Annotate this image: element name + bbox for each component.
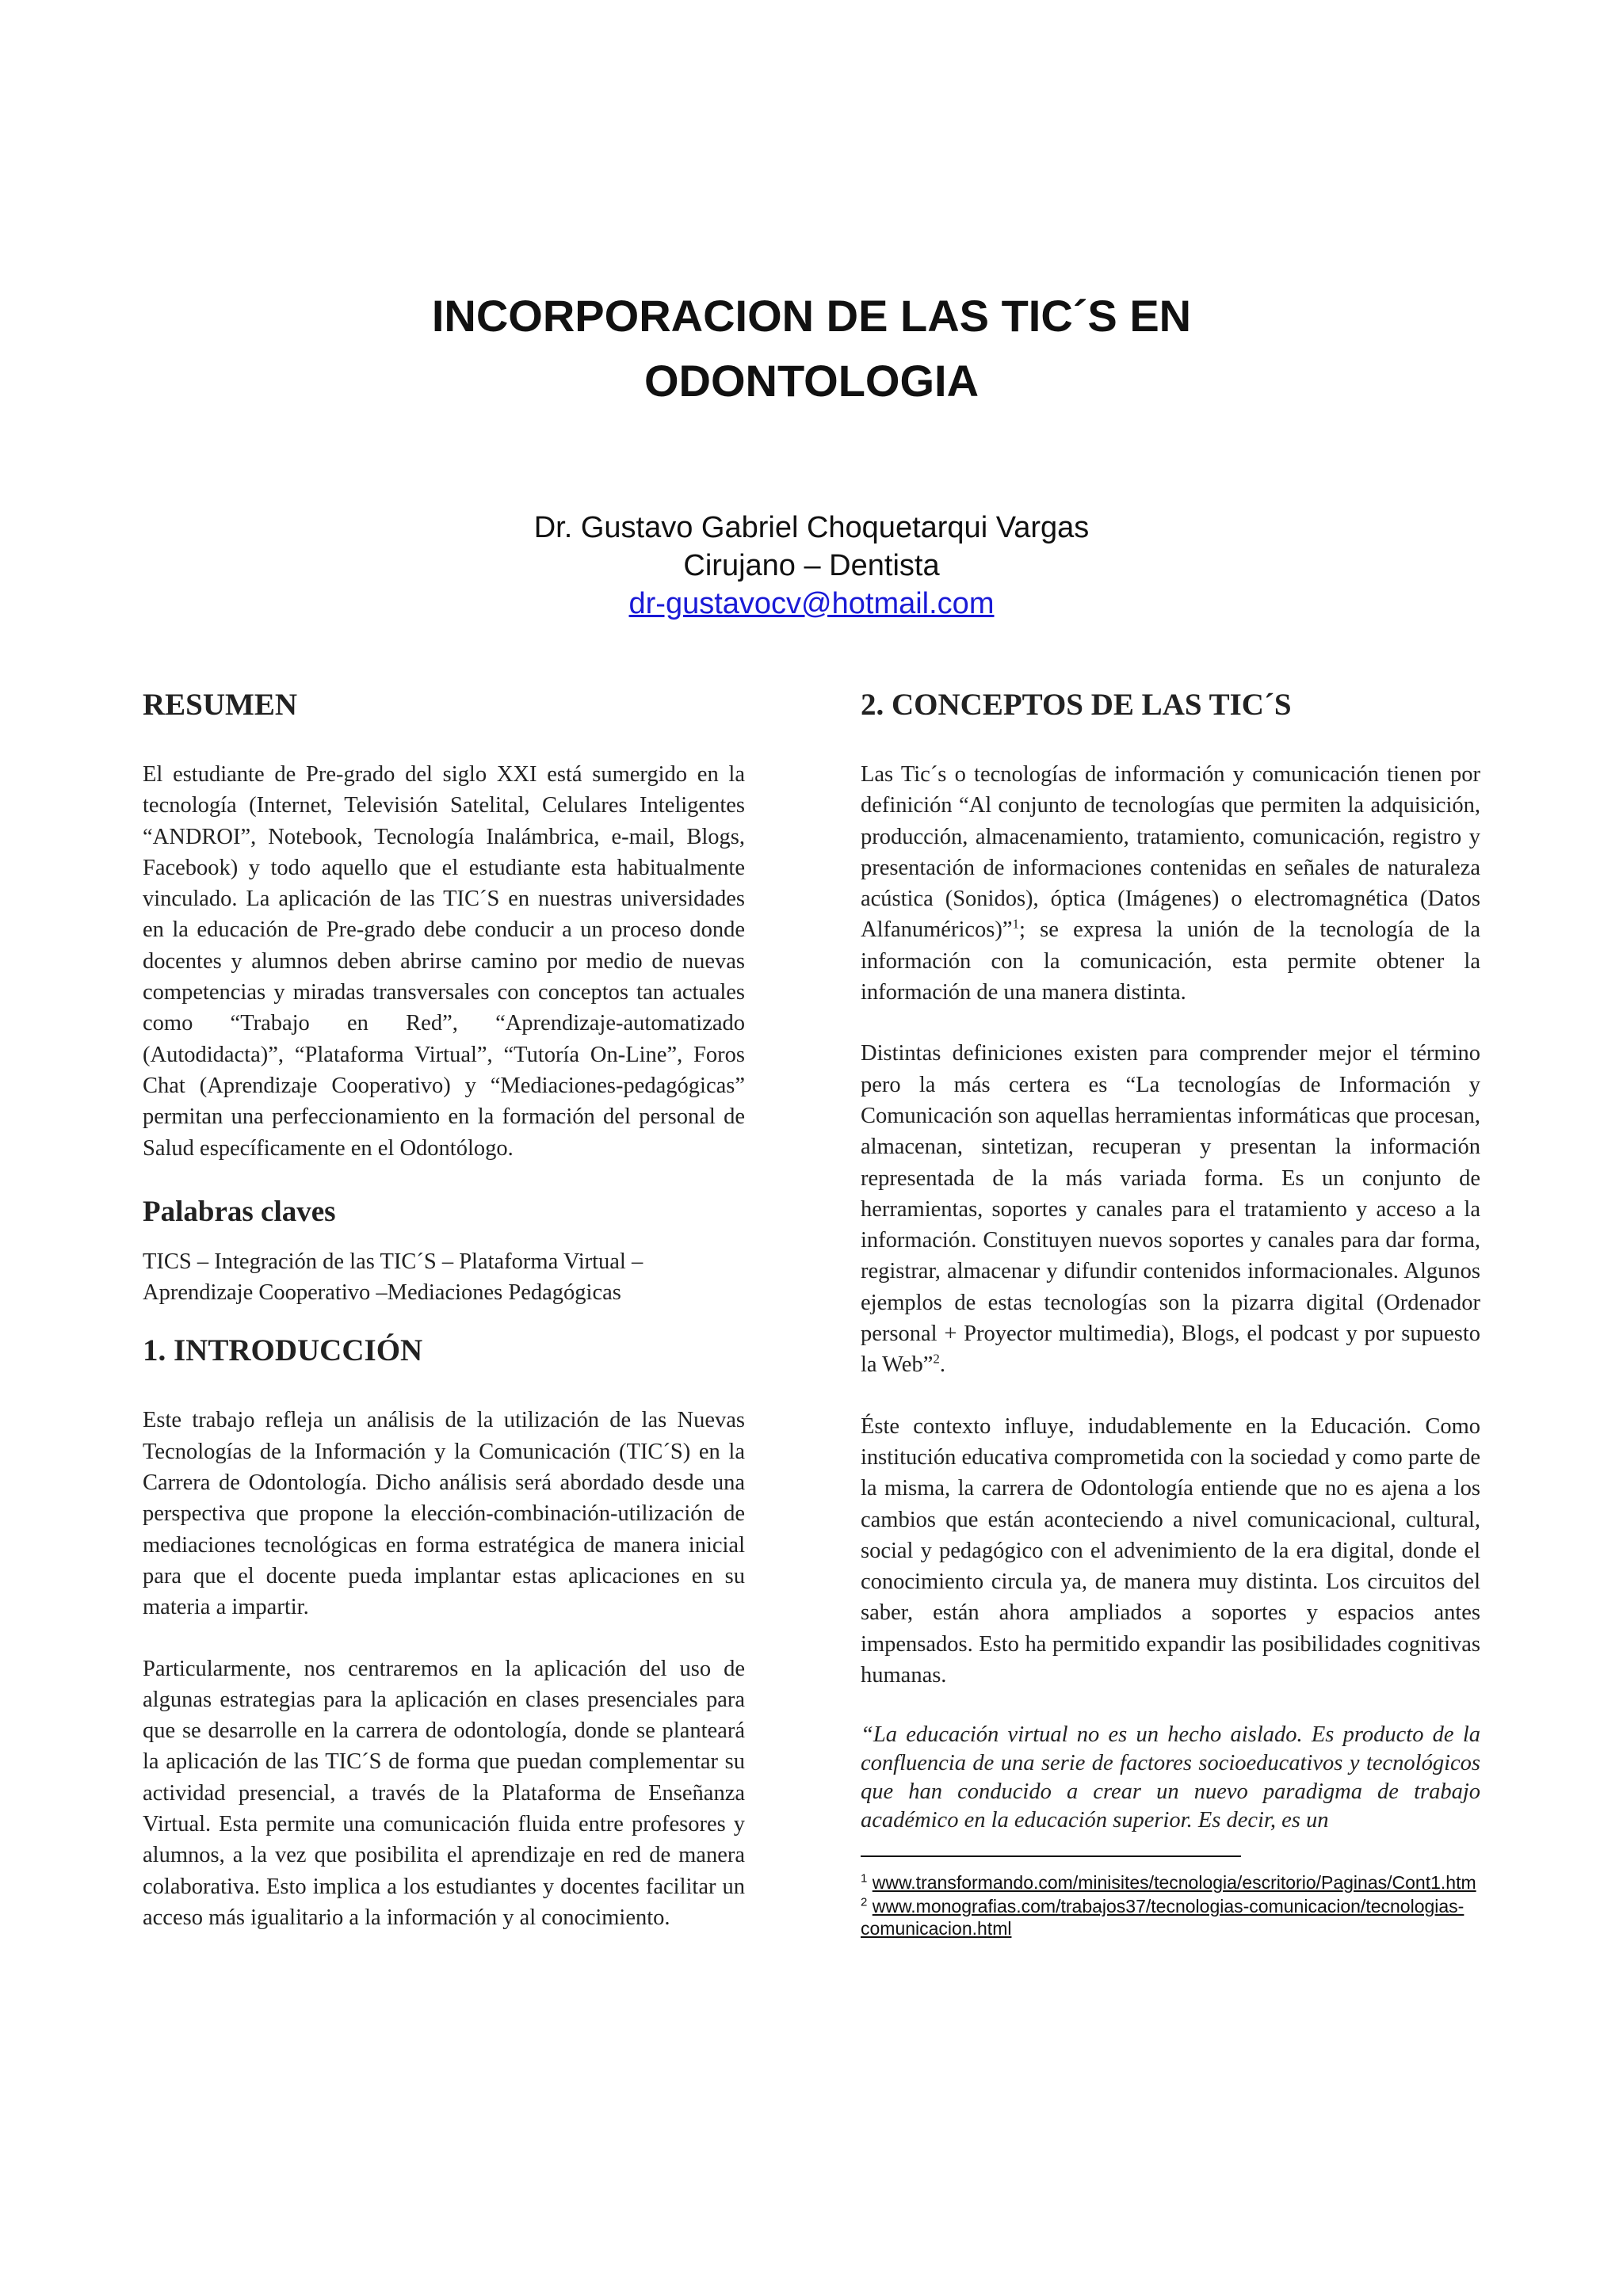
footnote-2-number: 2 <box>861 1895 868 1909</box>
intro-paragraph-1: Este trabajo refleja un análisis de la utilización de las Nuevas Tecnologías de la Información y la Comunicación (TIC´S) en la Carrera de Odontología. Dicho análisis será abordado desde una perspectiva que propone la elección-combinación-utilización de mediaciones tecnológicas en forma estratégica de manera inicial para que el docente pueda implantar estas aplicaciones en su materia a impartir. <box>143 1408 745 1620</box>
author-email-link[interactable]: dr-gustavocv@hotmail.com <box>628 587 995 620</box>
concepts-paragraph-3: Éste contexto influye, indudablemente en la Educación. Como institución educativa comprometida con la sociedad y como parte de la misma, la carrera de Odontología entiende que no es ajena a los cambios que están aconteciendo a nivel comunicacional, cultural, social y pedagógico con el advenimiento de la era digital, donde el conocimiento circula ya, de manera muy distinta. Los circuitos del saber, están ahora ampliados a soportes y espacios antes impensados. Esto ha permitido expandir las posibilidades cognitivas humanas. <box>861 1413 1480 1688</box>
author-block <box>0 509 1623 623</box>
left-column <box>143 686 745 1963</box>
concepts-p2-text: Distintas definiciones existen para comprender mejor el término pero la más certera es “La tecnologías de Información y Comunicación son aquellas herramientas informáticas que procesan, almacenan, sintetizan, recuperan y presentan la información representada de la más variada forma. Es un conjunto de herramientas, soportes y canales para el tratamiento y acceso a la información. Constituyen nuevos soportes y canales para dar forma, registrar, almacenar y difundir contenidos informacionales. Algunos ejemplos de estas tecnologías son la pizarra digital (Ordenador personal + Proyector multimedia), Blogs, el podcast y por supuesto la Web” <box>861 1041 1480 1378</box>
keywords-line1: TICS – Integración de las TIC´S – Plataforma Virtual – <box>143 1249 643 1274</box>
author-name: Dr. Gustavo Gabriel Choquetarqui Vargas <box>533 511 1090 544</box>
concepts-p1-text: Las Tic´s o tecnologías de información y comunicación tienen por definición “Al conjunto de tecnologías que permiten la adquisición, producción, almacenamiento, tratamiento, comunicación, registro y presentación de informaciones contenidas en señales de naturaleza acústica (Sonidos), óptica (Imágenes) o electromagnética (Datos Alfanuméricos)” <box>861 762 1480 943</box>
quote-paragraph: “La educación virtual no es un hecho aislado. Es producto de la confluencia de una serie de factores socioeducativos y tecnológicos que han conducido a crear un nuevo paradigma de trabajo académico en la educación superior. Es decir, es un <box>861 1722 1480 1833</box>
intro-paragraph-2: Particularmente, nos centraremos en la aplicación del uso de algunas estrategias para la aplicación en clases presenciales para que se desarrolle en la carrera de odontología, donde se planteará la aplicación de las TIC´S de forma que puedan complementar su actividad presencial, a través de la Plataforma de Enseñanza Virtual. Esta permite una comunicación fluida entre profesores y alumnos, a la vez que posibilita el aprendizaje en red de manera colaborativa. Esto implica a los estudiantes y docentes facilitar un acceso más igualitario a la información y al conocimiento. <box>143 1656 745 1930</box>
paper-title <box>0 284 1623 414</box>
resumen-heading: RESUMEN <box>143 688 298 722</box>
footnote-1 <box>861 1871 1480 1894</box>
keywords-paragraph <box>143 1246 745 1309</box>
right-column <box>861 686 1480 1941</box>
concepts-heading: 2. CONCEPTOS DE LAS TIC´S <box>861 688 1292 722</box>
keywords-line2: Aprendizaje Cooperativo –Mediaciones Pedagógicas <box>143 1280 621 1306</box>
keywords-heading: Palabras claves <box>143 1195 336 1228</box>
author-role: Cirujano – Dentista <box>683 549 940 582</box>
footnote-1-number: 1 <box>861 1871 868 1886</box>
footnote-1-link[interactable]: www.transformando.com/minisites/tecnologia/escritorio/Paginas/Cont1.htm <box>872 1872 1476 1894</box>
paper-title-line2: ODONTOLOGIA <box>643 356 980 406</box>
footnote-divider <box>861 1855 1241 1857</box>
footnote-ref-2: 2 <box>933 1351 940 1367</box>
footnote-2 <box>861 1895 1480 1939</box>
intro-heading: 1. INTRODUCCIÓN <box>143 1333 423 1368</box>
footnote-2-link[interactable]: www.monografias.com/trabajos37/tecnologias-comunicacion/tecnologias-comunicacion.html <box>861 1896 1465 1939</box>
concepts-p2-tail: . <box>939 1352 945 1378</box>
footnote-ref-1: 1 <box>1012 916 1019 932</box>
concepts-paragraph-1 <box>861 759 1480 1008</box>
concepts-p1-tail: ; se expresa la unión de la tecnología de la información con la comunicación, esta permite obtener la información de una manera distinta. <box>861 917 1480 1005</box>
resumen-paragraph: El estudiante de Pre-grado del siglo XXI está sumergido en la tecnología (Internet, Televisión Satelital, Celulares Inteligentes “ANDROI”, Notebook, Tecnología Inalámbrica, e-mail, Blogs, Facebook) y todo aquello que el estudiante esta habitualmente vinculado. La aplicación de las TIC´S en nuestras universidades en la educación de Pre-grado debe conducir a un proceso donde docentes y alumnos deben abrirse camino por medio de nuevas competencias y miradas transversales con conceptos tan actuales como “Trabajo en Red”, “Aprendizaje-automatizado (Autodidacta)”, “Plataforma Virtual”, “Tutoría On-Line”, Foros Chat (Aprendizaje Cooperativo) y “Mediaciones-pedagógicas” permitan una perfeccionamiento en la formación del personal de Salud específicamente en el Odontólogo. <box>143 762 745 1161</box>
paper-title-line1: INCORPORACION DE LAS TIC´S EN <box>431 291 1192 341</box>
concepts-paragraph-2 <box>861 1038 1480 1380</box>
